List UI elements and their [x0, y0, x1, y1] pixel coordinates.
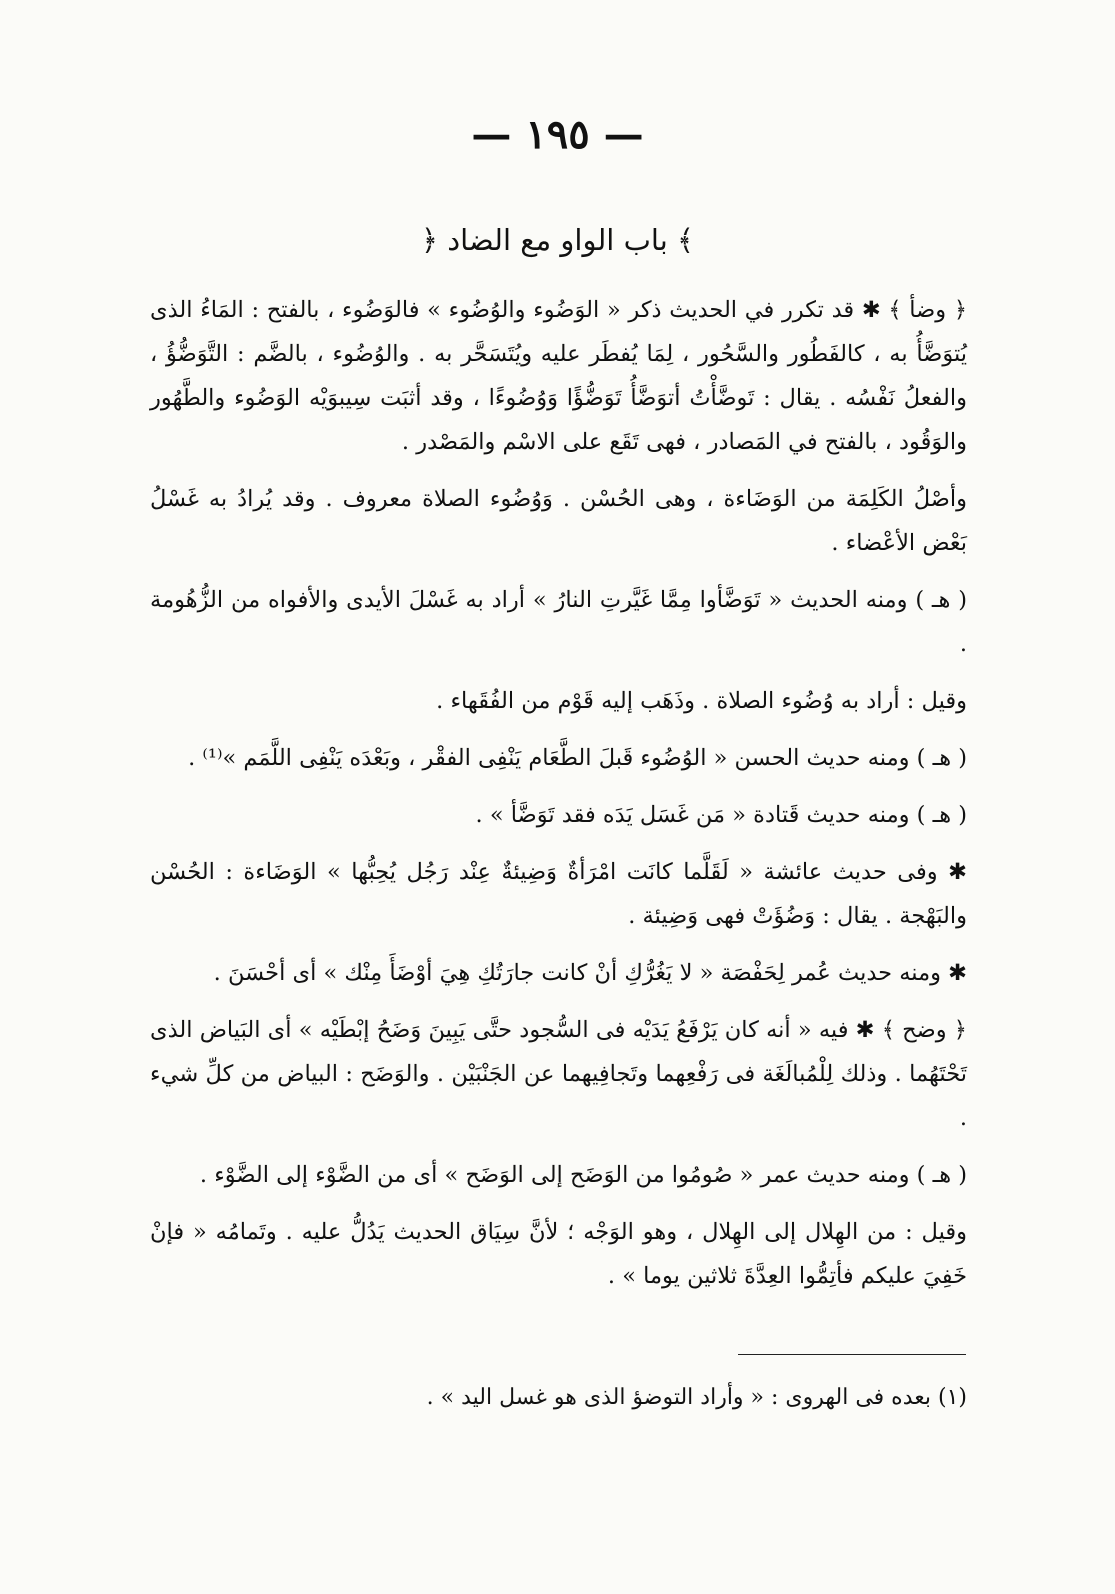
paragraph: ( هـ ) ومنه حديث عمر « صُومُوا من الوَضَح إلى الوَضَح » أى من الضَّوْء إلى الضَّوْء . — [199, 1162, 967, 1188]
footnote-divider — [738, 1354, 966, 1355]
paragraph: وقيل : من الهِلال إلى الهِلال ، وهو الوَجْه ؛ لأنَّ سِيَاق الحديث يَدُلُّ عليه . وتَمامُه « فإنْ خَفِيَ عليكم فأتِمُّوا العِدَّةَ ثلاثين يوما » . — [150, 1219, 967, 1289]
paragraph: ﴿ وضأ ﴾ ✱ قد تكرر في الحديث ذكر « الوَضُوء والوُضُوء » فالوَضُوء ، بالفتح : المَاءُ الذى يُتوَضَّأُ به ، كالفَطُور والسَّحُور ، لِمَا يُفطَر عليه ويُتَسَحَّر به . والوُضُوء ، بالضَّم : التَّوَضُّؤُ ، والفعلُ نَفْسُه . يقال : تَوضَّأْتُ أتوَضَّأُ تَوَضُّؤًا وَوُضُوءًا ، وقد أثبَت سِيبوَيْه الوَضُوء والطَّهُور والوَقُود ، بالفتح في المَصادر ، فهى تَقَع على الاسْم والمَصْدر . — [150, 297, 967, 455]
paragraph: وقيل : أراد به وُضُوء الصلاة . وذَهَب إليه قَوْم من الفُقَهاء . — [436, 688, 967, 714]
main-text — [150, 288, 967, 1311]
paragraph: ﴿ وضح ﴾ ✱ فيه « أنه كان يَرْفَعُ يَدَيْه فى السُّجود حتَّى يَبِينَ وَضَحُ إبْطَيْه » أى البَياض الذى تَحْتَهُما . وذلك لِلْمُبالَغَة فى رَفْعِهما وتَجافِيهما عن الجَنْبَيْن . والوَضَح : البياض من كلِّ شيء . — [150, 1017, 967, 1131]
footnote: (١) بعده فى الهروى : « وأراد التوضؤ الذى هو غسل اليد » . — [426, 1385, 967, 1410]
page-number: — ١٩٥ — — [471, 111, 644, 158]
paragraph: ( هـ ) ومنه حديث الحسن « الوُضُوء قَبلَ الطَّعَام يَنْفِى الفقْر ، وبَعْدَه يَنْفِى اللَّمَم »⁽¹⁾ . — [188, 745, 967, 771]
chapter-heading: ﴿ باب الواو مع الضاد ﴾ — [421, 223, 694, 257]
paragraph: ( هـ ) ومنه الحديث « تَوَضَّأوا مِمَّا غَيَّرتِ النارُ » أراد به غَسْلَ الأيدى والأفواه من الزُّهُومة . — [150, 587, 967, 657]
paragraph: وأصْلُ الكَلِمَة من الوَضَاءة ، وهى الحُسْن . وَوُضُوء الصلاة معروف . وقد يُرادُ به غَسْلُ بَعْض الأعْضاء . — [150, 486, 967, 556]
paragraph: ✱ وفى حديث عائشة « لَقَلَّما كانَت امْرَأةٌ وَضِيئةٌ عِنْد رَجُل يُحِبُّها » الوَضَاءة : الحُسْن والبَهْجة . يقال : وَضُؤَتْ فهى وَضِيئة . — [150, 859, 967, 929]
paragraph: ✱ ومنه حديث عُمر لِحَفْصَة « لا يَغُرُّكِ أنْ كانت جارَتُكِ هِيَ أوْضَأَ مِنْك » أى أحْسَنَ . — [213, 960, 967, 986]
paragraph: ( هـ ) ومنه حديث قَتادة « مَن غَسَل يَدَه فقد تَوَضَّأ » . — [475, 802, 967, 828]
